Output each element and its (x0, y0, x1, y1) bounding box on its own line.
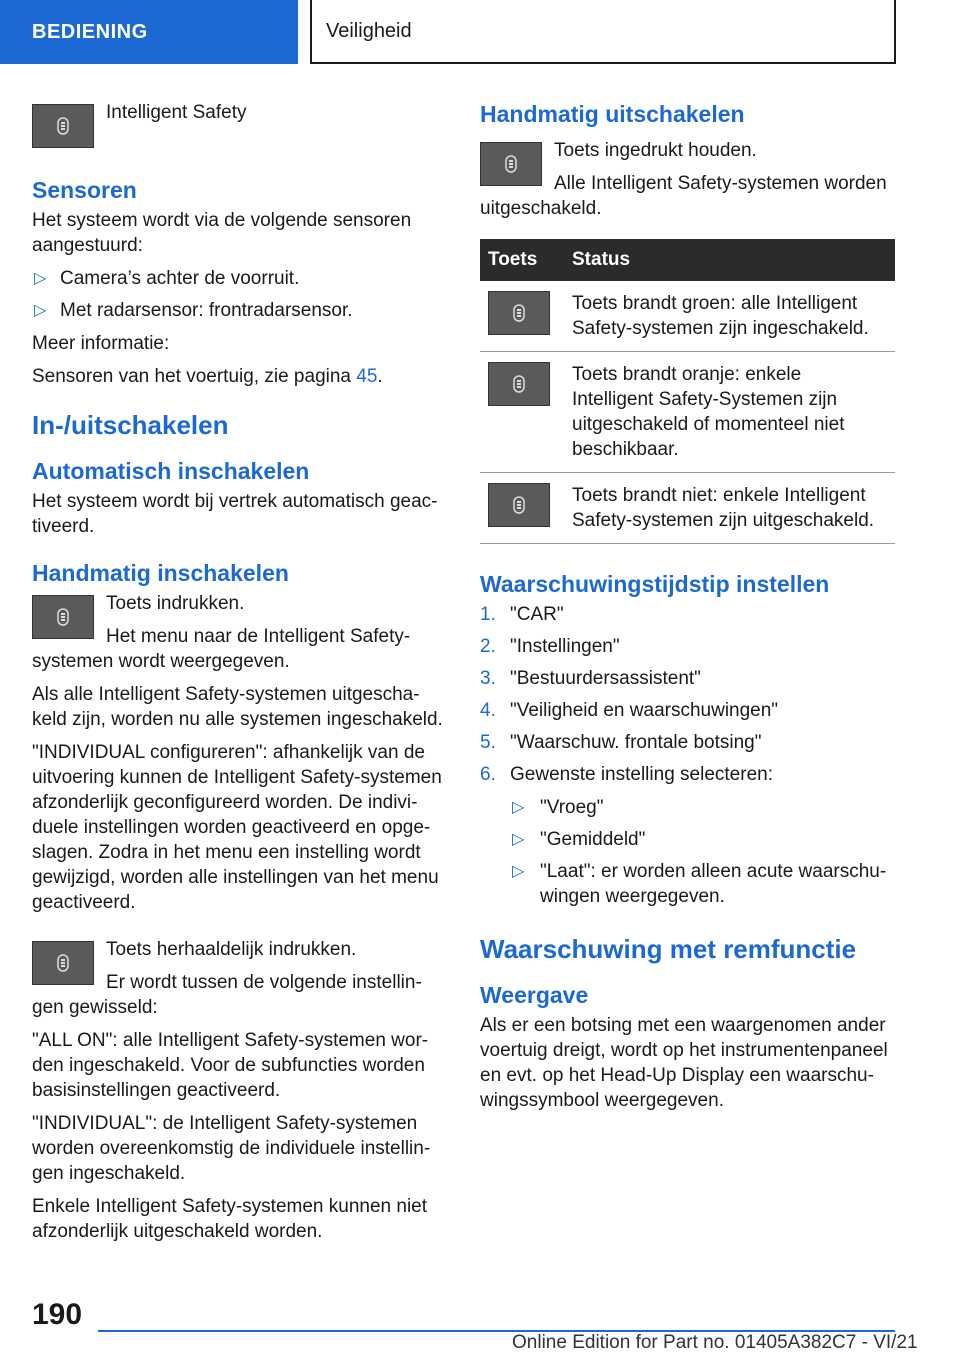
intelligent-safety-button-icon (488, 483, 550, 527)
triangle-bullet-icon: ▷ (34, 270, 47, 287)
list-item: 6. Gewenste instelling selecteren: ▷ "Vroeg" ▷ "Gemiddeld" ▷ "Laat": er worden alleen acute waarschuwingen weergegeven. (480, 762, 895, 909)
edition-note: Online Edition for Part no. 01405A382C7 - VI/21 (512, 1332, 918, 1353)
brake-warning-heading: Waarschuwing met remfunctie (480, 934, 857, 964)
list-item: ▷ "Laat": er worden alleen acute waarschuwingen weergegeven. (512, 861, 887, 907)
triangle-bullet-icon: ▷ (34, 302, 47, 319)
left-column (32, 100, 447, 1252)
status-text: Toets brandt oranje: enkele Intelligent Safety-Systemen zijn uitgeschakeld of momenteel niet beschikbaar. (564, 352, 895, 473)
intelligent-safety-button-icon (32, 595, 94, 639)
option-list (510, 795, 895, 909)
sensors-intro: Het systeem wordt via de volgende sensoren aangestuurd: (32, 210, 412, 256)
table-row (480, 281, 895, 352)
intelligent-safety-button-icon (32, 941, 94, 985)
section-label: BEDIENING (32, 20, 148, 43)
paragraph: Enkele Intelligent Safety-systemen kunnen niet afzonderlijk uitgeschakeld worden. (32, 1196, 428, 1242)
more-info-text: Sensoren van het voertuig, zie pagina 45. (32, 366, 383, 387)
step-text: Toets ingedrukt houden. (554, 140, 757, 161)
table-header-status: Status (564, 239, 895, 281)
list-item: 1. "CAR" (480, 604, 564, 625)
page-link[interactable]: 45 (356, 366, 378, 387)
list-item: ▷ "Gemiddeld" (512, 829, 646, 850)
onoff-heading: In-/uitschakelen (32, 410, 229, 440)
triangle-bullet-icon: ▷ (512, 799, 525, 816)
auto-on-text: Het systeem wordt bij vertrek automatisch geactiveerd. (32, 491, 438, 537)
chapter-label: Veiligheid (326, 19, 412, 42)
list-item: ▷ Met radarsensor: frontradarsensor. (34, 300, 353, 321)
sensor-list (32, 266, 447, 323)
manual-on-step (32, 591, 447, 674)
intelligent-safety-button-icon (488, 291, 550, 335)
list-item: ▷ Camera’s achter de voorruit. (34, 268, 300, 289)
intelligent-safety-button-icon (488, 362, 550, 406)
warning-time-steps (480, 602, 895, 909)
list-item: 5. "Waarschuw. frontale botsing" (480, 732, 762, 753)
list-item: 2. "Instellingen" (480, 636, 620, 657)
paragraph: "INDIVIDUAL configureren": afhankelijk van de uitvoering kunnen de Intelligent Safety-systemen afzonderlijk geconfigureerd worden. De individuele instellingen worden geactiveerd en opgeslagen. Zodra in het menu een instelling wordt gewijzigd, worden alle instellingen van het menu geactiveerd. (32, 742, 442, 913)
list-item: 4. "Veiligheid en waarschuwingen" (480, 700, 779, 721)
intelligent-safety-intro (32, 100, 447, 152)
paragraph: Als er een botsing met een waargenomen ander voertuig dreigt, wordt op het instrumentenpaneel en evt. op het Head-Up Display een waarschuwingssymbool weergegeven. (480, 1015, 888, 1111)
table-row (480, 473, 895, 544)
display-heading: Weergave (480, 982, 589, 1008)
list-item: ▷ "Vroeg" (512, 797, 604, 818)
intelligent-safety-button-icon (480, 142, 542, 186)
manual-toggle-step (32, 937, 447, 1020)
paragraph: "INDIVIDUAL": de Intelligent Safety-systemen worden overeenkomstig de individuele instellingen ingeschakeld. (32, 1113, 431, 1184)
paragraph: Als alle Intelligent Safety-systemen uitgeschakeld zijn, worden nu alle systemen ingeschakeld. (32, 684, 443, 730)
step-result: Het menu naar de Intelligent Safety-systemen wordt weergegeven. (32, 626, 411, 672)
status-text: Toets brandt groen: alle Intelligent Safety-systemen zijn ingeschakeld. (564, 281, 895, 352)
triangle-bullet-icon: ▷ (512, 831, 525, 848)
page-number: 190 (32, 1298, 83, 1331)
more-info-label: Meer informatie: (32, 333, 170, 354)
manual-on-heading: Handmatig inschakelen (32, 560, 289, 586)
chapter-header (310, 0, 896, 64)
status-table (480, 239, 895, 544)
step-result: Er wordt tussen de volgende instellingen gewisseld: (32, 972, 422, 1018)
step-result: Alle Intelligent Safety-systemen worden uitgeschakeld. (480, 173, 887, 219)
icon-caption: Intelligent Safety (106, 102, 247, 123)
status-text: Toets brandt niet: enkele Intelligent Safety-systemen zijn uitgeschakeld. (564, 473, 895, 544)
triangle-bullet-icon: ▷ (512, 863, 525, 880)
table-header-key: Toets (480, 239, 564, 281)
warning-time-heading: Waarschuwingstijdstip instellen (480, 571, 830, 597)
step-text: Toets herhaaldelijk indrukken. (106, 939, 357, 960)
sensors-heading: Sensoren (32, 177, 137, 203)
manual-off-step (480, 138, 895, 221)
auto-on-heading: Automatisch inschakelen (32, 458, 310, 484)
list-item: 3. "Bestuurdersassistent" (480, 668, 701, 689)
manual-off-heading: Handmatig uitschakelen (480, 101, 745, 127)
table-row (480, 352, 895, 473)
intelligent-safety-button-icon (32, 104, 94, 148)
right-column (480, 100, 895, 1121)
section-tab (0, 0, 298, 64)
paragraph: "ALL ON": alle Intelligent Safety-systemen worden ingeschakeld. Voor de subfuncties worden basisinstellingen geactiveerd. (32, 1030, 429, 1101)
step-text: Toets indrukken. (106, 593, 245, 614)
